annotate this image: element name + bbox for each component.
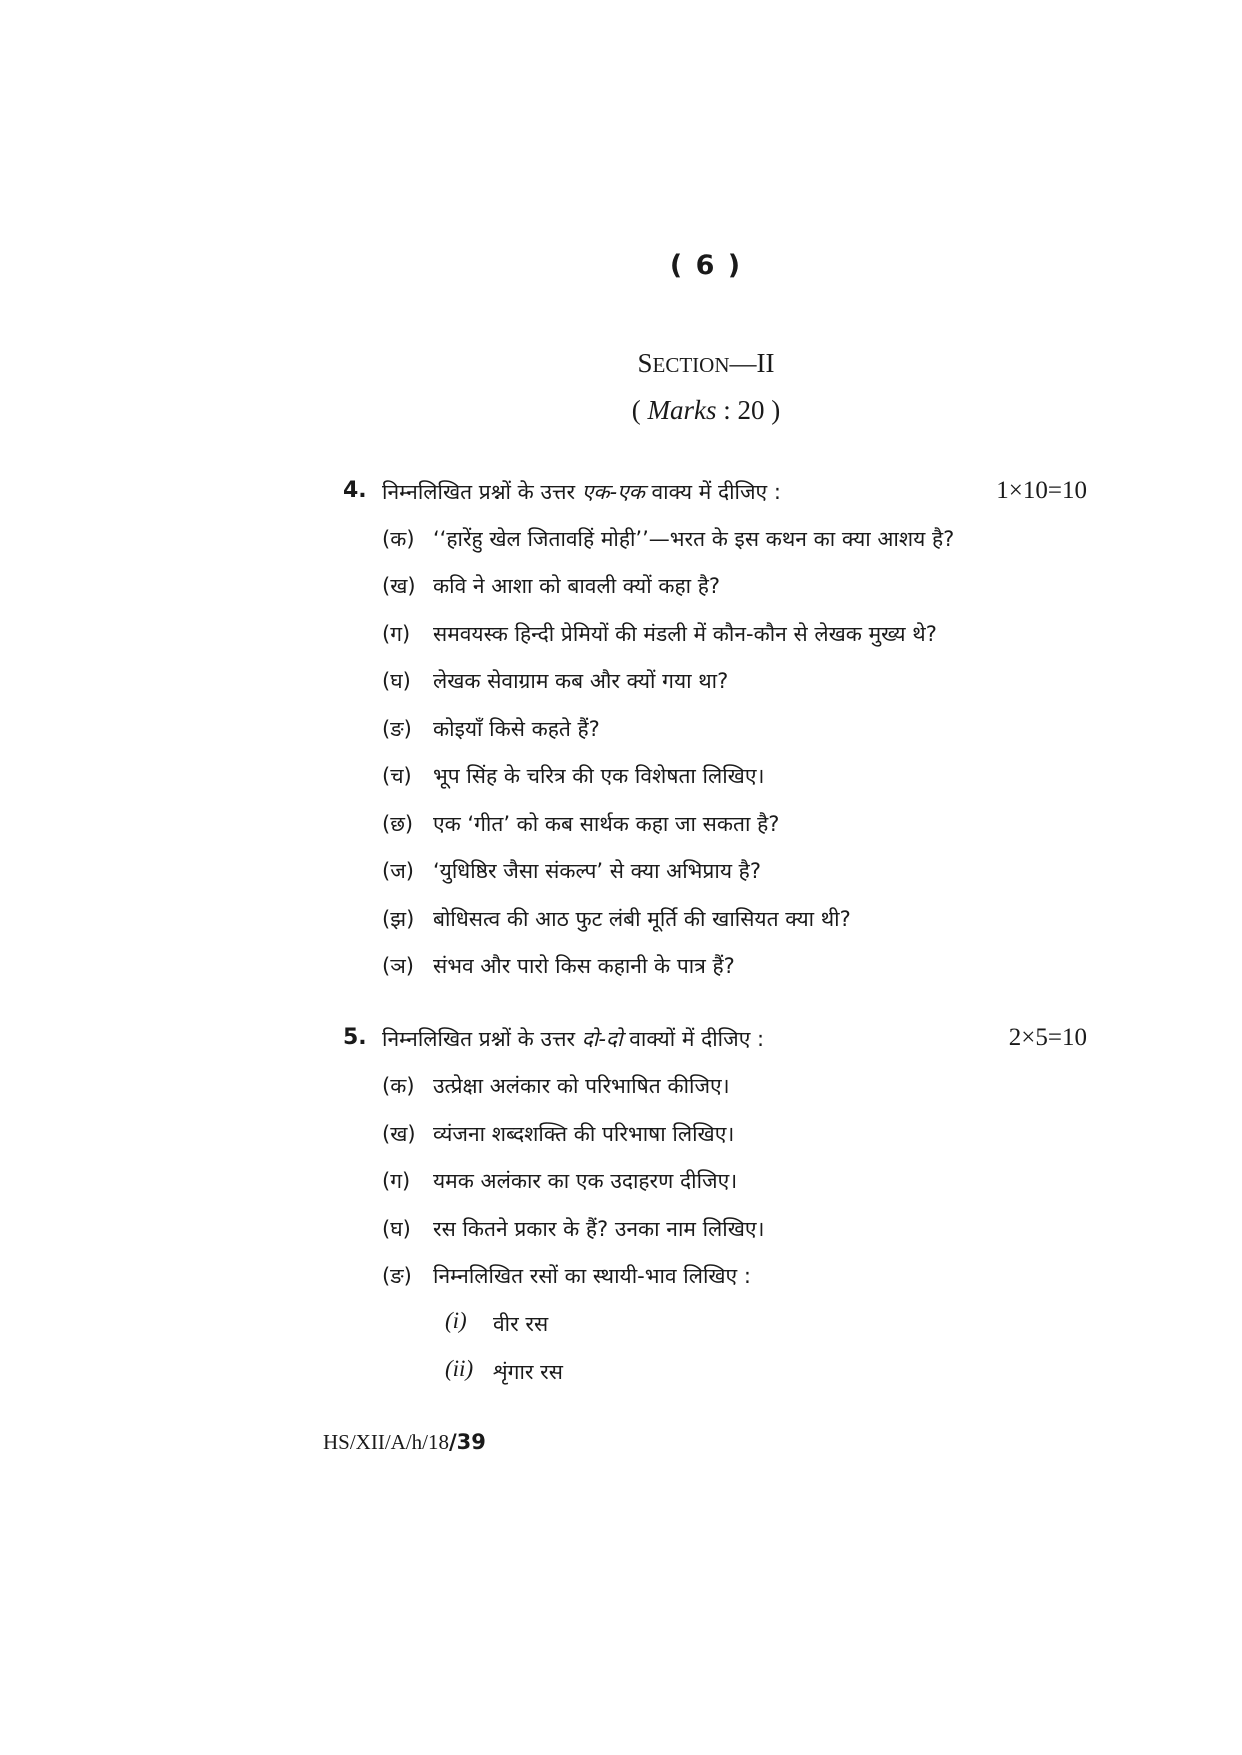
section-title-suffix: —II	[729, 348, 775, 378]
q5-subitem-label: (ii)	[445, 1356, 474, 1381]
q4-item-label: (ग)	[382, 622, 411, 646]
q4-item-text: कवि ने आशा को बावली क्यों कहा है?	[433, 574, 721, 598]
question-5-prompt-before: निम्नलिखित प्रश्नों के उत्तर	[382, 1027, 582, 1051]
q4-item-label: (ज)	[382, 859, 414, 883]
question-5-number: 5.	[343, 1025, 367, 1050]
paper-code	[323, 1430, 486, 1455]
question-4-prompt-before: निम्नलिखित प्रश्नों के उत्तर	[382, 480, 582, 504]
q5-subitem-text: शृंगार रस	[493, 1360, 563, 1384]
marks-value: : 20 )	[716, 395, 781, 425]
q5-item-text: निम्नलिखित रसों का स्थायी-भाव लिखिए :	[433, 1264, 751, 1288]
q5-item-label: (ग)	[382, 1169, 411, 1193]
q5-item-label: (ख)	[382, 1122, 416, 1146]
section-title-initial: S	[637, 348, 653, 378]
q5-item-text: रस कितने प्रकार के हैं? उनका नाम लिखिए।	[433, 1217, 765, 1241]
q4-item-text: बोधिसत्व की आठ फुट लंबी मूर्ति की खासियत क्या थी?	[433, 907, 851, 931]
q5-subitem-label: (i)	[445, 1308, 467, 1333]
question-4-prompt	[382, 478, 781, 506]
q4-item-label: (झ)	[382, 907, 415, 931]
q4-item-label: (ञ)	[382, 954, 414, 978]
section-marks	[0, 395, 1242, 426]
q4-item-label: (ङ)	[382, 717, 412, 741]
q5-item-text: यमक अलंकार का एक उदाहरण दीजिए।	[433, 1169, 738, 1193]
q5-item-text: व्यंजना शब्दशक्ति की परिभाषा लिखिए।	[433, 1122, 735, 1146]
q4-item-text: एक ‘गीत’ को कब सार्थक कहा जा सकता है?	[433, 812, 780, 836]
q4-item-text: ‘युधिष्ठिर जैसा संकल्प’ से क्या अभिप्राय है?	[433, 859, 761, 883]
question-4-number: 4.	[343, 478, 367, 503]
section-title-rest: ECTION	[652, 353, 730, 377]
question-4-prompt-after: वाक्य में दीजिए :	[644, 480, 781, 504]
q4-item-label: (छ)	[382, 812, 414, 836]
q4-item-label: (ख)	[382, 574, 416, 598]
question-5-prompt	[382, 1025, 764, 1053]
q4-item-label: (क)	[382, 527, 415, 551]
q5-item-text: उत्प्रेक्षा अलंकार को परिभाषित कीजिए।	[433, 1074, 730, 1098]
q5-subitem-text: वीर रस	[493, 1312, 549, 1336]
q5-item-label: (घ)	[382, 1217, 411, 1241]
q4-item-label: (घ)	[382, 669, 411, 693]
q5-item-label: (क)	[382, 1074, 415, 1098]
q4-item-text: समवयस्क हिन्दी प्रेमियों की मंडली में कौन-कौन से लेखक मुख्य थे?	[433, 622, 937, 646]
marks-open: (	[631, 395, 648, 425]
section-title	[0, 348, 1242, 379]
page-number: ( 6 )	[669, 250, 743, 281]
question-5-marks: 2×5=10	[1008, 1024, 1087, 1051]
question-4-prompt-emphasis: एक-एक	[581, 480, 645, 504]
question-5-prompt-emphasis: दो-दो	[581, 1027, 623, 1051]
question-5-prompt-after: वाक्यों में दीजिए :	[622, 1027, 765, 1051]
q4-item-label: (च)	[382, 764, 412, 788]
q4-item-text: संभव और पारो किस कहानी के पात्र हैं?	[433, 954, 735, 978]
q5-item-label: (ङ)	[382, 1264, 412, 1288]
paper-code-prefix: HS/XII/A/h/18	[323, 1430, 449, 1454]
question-4-marks: 1×10=10	[996, 477, 1087, 504]
marks-label: Marks	[647, 395, 717, 425]
q4-item-text: लेखक सेवाग्राम कब और क्यों गया था?	[433, 669, 729, 693]
q4-item-text: भूप सिंह के चरित्र की एक विशेषता लिखिए।	[433, 764, 765, 788]
paper-code-suffix: /39	[449, 1430, 486, 1454]
q4-item-text: कोइयाँ किसे कहते हैं?	[433, 717, 600, 741]
q4-item-text: ‘‘हारेंहु खेल जितावहिं मोही’’—भरत के इस कथन का क्या आशय है?	[433, 527, 955, 551]
